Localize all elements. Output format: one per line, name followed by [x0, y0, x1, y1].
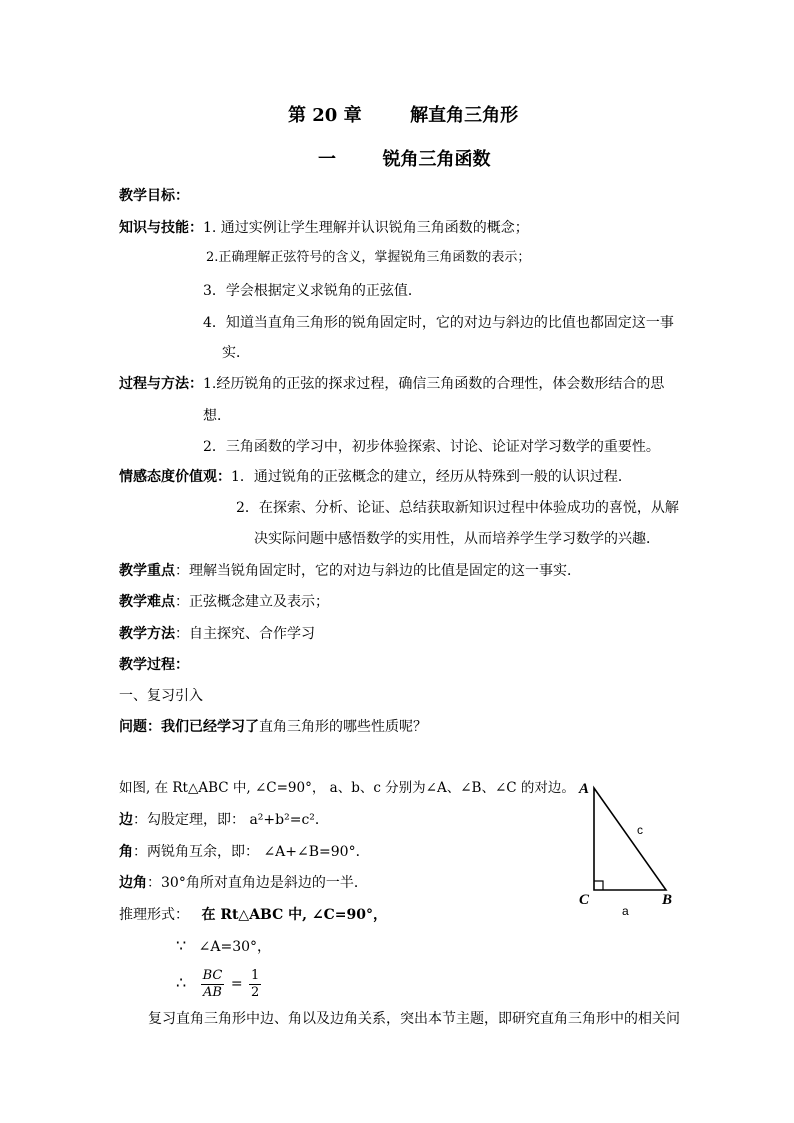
method-text: ：自主探究、合作学习 [175, 626, 315, 642]
angle-label: 角 [119, 844, 133, 860]
emotion-label: 情感态度价值观： [119, 469, 231, 485]
fraction-numerator: 1 [251, 967, 260, 983]
because-line [176, 936, 271, 957]
knowledge-item: 3．学会根据定义求锐角的正弦值． [203, 283, 422, 299]
section-name: 锐角三角函数 [382, 149, 491, 170]
chapter-title [288, 106, 518, 126]
process-line-1 [119, 374, 664, 394]
side-angle-text: ：30°角所对直角边是斜边的一半． [147, 875, 368, 891]
fraction-denominator: AB [203, 984, 222, 1000]
side-relation [119, 810, 329, 830]
knowledge-item: 2.正确理解正弦符号的含义，掌握锐角三角函数的表示； [206, 250, 531, 265]
fraction-denominator: 2 [251, 984, 260, 1000]
emotion-item: 决实际问题中感悟数学的实用性，从而培养学生学习数学的兴趣． [254, 531, 660, 547]
question-label: 问题：我们已经学习了 [119, 719, 259, 735]
fraction-bc-ab [201, 968, 225, 1001]
vertex-label-c: C [579, 892, 590, 908]
emotion-item: 2．在探索、分析、论证、总结获取新知识过程中体验成功的喜悦，从解 [236, 500, 679, 516]
review-heading: 一、复习引入 [119, 688, 203, 704]
closing-text: 复习直角三角形中边、角以及边角关系，突出本节主题，即研究直角三角形中的相关问 [148, 1011, 680, 1027]
method-label: 教学方法 [119, 626, 175, 642]
side-text: ：勾股定理，即： a²+b²=c²． [133, 812, 329, 828]
question-text: 直角三角形的哪些性质呢？ [259, 719, 427, 735]
process-item: 2．三角函数的学习中，初步体验探索、讨论、论证对学习数学的重要性。 [203, 439, 660, 455]
vertex-label-b: B [662, 892, 673, 908]
process-item: 1.经历锐角的正弦的探求过程，确信三角函数的合理性，体会数形结合的思 [203, 376, 665, 392]
equals-sign: = [230, 976, 243, 992]
knowledge-line-1 [119, 218, 529, 238]
emotion-item: 1．通过锐角的正弦概念的建立，经历从特殊到一般的认识过程． [231, 469, 632, 485]
chapter-number: 第 20 章 [288, 105, 362, 126]
triangle-outline [594, 788, 666, 890]
angle-relation [119, 842, 370, 862]
vertex-label-a: A [579, 781, 590, 797]
knowledge-item: 实． [222, 345, 250, 361]
fraction-one-half [249, 968, 261, 1001]
method [119, 624, 315, 644]
angle-text: ：两锐角互余，即： ∠A+∠B=90°． [133, 844, 370, 860]
goals-heading: 教学目标： [119, 188, 189, 204]
question [119, 717, 427, 737]
right-angle-mark [594, 881, 603, 890]
therefore-line [176, 966, 261, 1001]
knowledge-item: 4．知道当直角三角形的锐角固定时，它的对边与斜边的比值也都固定这一事 [203, 315, 674, 331]
process-label: 过程与方法： [119, 376, 203, 392]
process-heading: 教学过程： [119, 657, 189, 673]
therefore-symbol: ∴ [176, 973, 187, 992]
side-angle-label: 边角 [119, 875, 147, 891]
key-point-label: 教学重点 [119, 563, 175, 579]
reasoning-line [119, 905, 387, 925]
intro-text: 如图, 在 Rt△ABC 中, ∠C=90°， a、b、c 分别为∠A、∠B、∠C 的对边。 [119, 780, 575, 796]
emotion-line-1 [119, 467, 632, 487]
because-symbol: ∵ [176, 936, 187, 955]
section-title [318, 150, 491, 170]
key-point-text: ：理解当锐角固定时，它的对边与斜边的比值是固定的这一事实． [175, 563, 581, 579]
side-angle-relation [119, 873, 368, 893]
reasoning-text: 在 Rt△ABC 中, ∠C=90°， [201, 907, 388, 923]
right-triangle-figure [570, 770, 690, 920]
section-number: 一 [318, 149, 336, 170]
knowledge-label: 知识与技能： [119, 220, 203, 236]
difficulty-label: 教学难点 [119, 594, 175, 610]
side-label-a: a [622, 904, 629, 918]
fraction-numerator: BC [202, 967, 223, 983]
process-item: 想． [203, 408, 231, 424]
because-text: ∠A=30°， [198, 939, 272, 955]
knowledge-item: 1. 通过实例让学生理解并认识锐角三角函数的概念； [203, 220, 529, 236]
difficulty [119, 592, 329, 612]
difficulty-text: ：正弦概念建立及表示； [175, 594, 329, 610]
chapter-name: 解直角三角形 [410, 105, 519, 126]
reasoning-label: 推理形式： [119, 907, 189, 923]
key-point [119, 561, 581, 581]
side-label-c: c [637, 823, 643, 837]
side-label: 边 [119, 812, 133, 828]
